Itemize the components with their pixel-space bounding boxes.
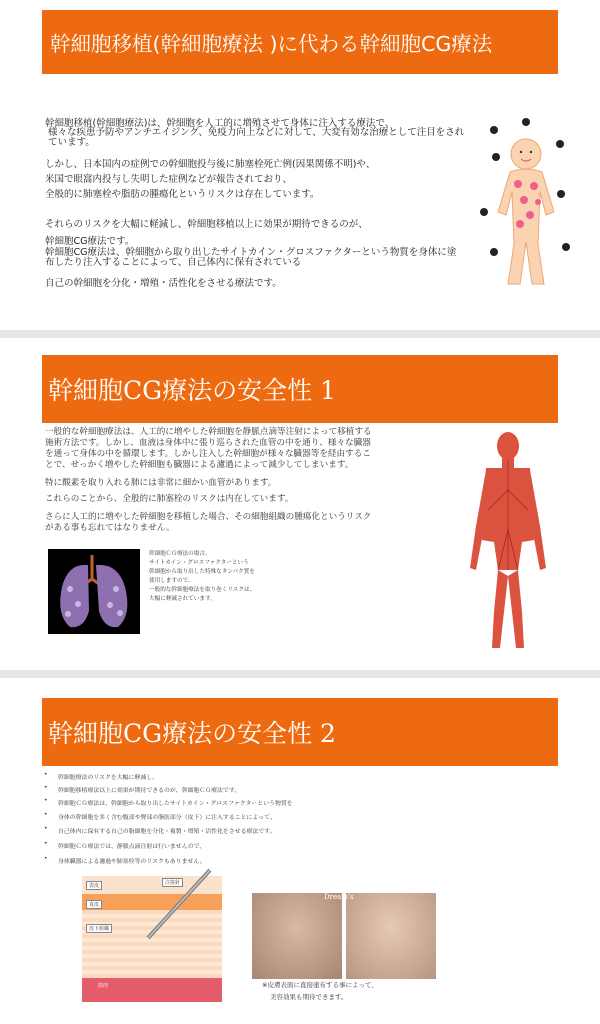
- slide-1-text: それらのリスクを大幅に軽減し、幹細胞移植以上に効果が期待できるのが、: [45, 219, 368, 230]
- needle-label: 注射針: [162, 878, 183, 887]
- circulatory-system-image: [458, 430, 558, 654]
- slide-2-text: さらに人工的に増やした幹細胞を移植した場合、その細胞組織の腫瘍化というリスク: [45, 512, 372, 522]
- slide-1-text: しかし、日本国内の症例での幹細胞投与後に肺塞栓死亡例(因果関係不明)や、: [45, 159, 376, 170]
- slide-2-note: 大幅に軽減されています。: [149, 596, 216, 602]
- photo-caption: 美容効果も期待できます。: [270, 993, 348, 1001]
- slide-2: [0, 338, 600, 670]
- slide-2-text: 施術方法です。しかし、血液は身体中に張り巡らされた血管の中を通り、様々な臓器: [45, 438, 371, 448]
- photo-caption: ※皮膚表面に直接塗布する事によって、: [262, 981, 378, 989]
- muscle-label: 筋肉: [98, 983, 109, 989]
- slide-1-text: 幹細胞移植(幹細胞療法)は、幹細胞を人工的に増殖させて身体に注入する療法で、: [45, 118, 395, 129]
- dermis-label: 真皮: [86, 900, 102, 909]
- slide-2-title: 幹細胞CG療法の安全性 1: [42, 355, 558, 423]
- slide-2-note: サイトカイン・グロスファクターという: [149, 560, 249, 566]
- slide-2-text: これらのことから、全般的に肺塞栓のリスクは内在しています。: [45, 494, 294, 504]
- slide-1-text: 幹細胞CG療法です。: [45, 236, 135, 247]
- epidermis-label: 表皮: [86, 881, 102, 890]
- before-photo: [252, 893, 342, 979]
- slide-2-note: 使用しますので、: [149, 578, 194, 584]
- slide-2-text: を通って身体の中を循環します。しかし注入した幹細胞が様々な臓器等を経由するこ: [45, 449, 371, 459]
- slide-2-text: 一般的な幹細胞療法は、人工的に増やした幹細胞を静脈点滴等注射によって移植する: [45, 427, 372, 437]
- slide-2-note: 幹細胞ＣＧ療法の場合、: [149, 551, 211, 557]
- after-photo: [346, 893, 436, 979]
- slide-1-text: 様々な疾患予防やアンチエイジング、免疫力向上などに対して、大変有効な治療として注目をされています。: [48, 127, 465, 148]
- slide-2-note: 一般的な幹細胞療法を取り巻くリスクは、: [149, 587, 256, 593]
- slide-1-title: 幹細胞移植(幹細胞療法 )に代わる幹細胞CG療法: [42, 10, 558, 74]
- skin-photos: [252, 893, 436, 979]
- slide-1-text: 米国で眼窩内投与し失明した症例などが報告されており、: [45, 174, 293, 185]
- slide-2-text: がある事も忘れてはなりません。: [45, 523, 175, 533]
- watermark: Dream's: [324, 893, 354, 901]
- body-cells-illustration: [466, 112, 586, 292]
- slide-1-text: 幹細胞CG療法は、幹細胞から取り出したサイトカイン・グロスファクターという物質を身体に塗布したり注入することによって、自己体内に保有されている: [45, 247, 457, 268]
- slide-2-text: とで、せっかく増やした幹細胞も臓器による濾過によって減少してしまいます。: [45, 460, 354, 470]
- slide-2-note: 幹細胞から取り出した特殊なタンパク質を: [149, 569, 255, 575]
- slide-3: 幹細胞CG療法の安全性 2 幹細胞療法のリスクを大幅に軽減し、 幹細胞移植療法以上に効果が期待できるのが、幹細胞ＣＧ療法です。 幹細胞ＣＧ療法は、幹細胞から取り出したサイトカイン・グロスファクターという物質を 身体の幹細胞を多く含む腹部や臀部の脂肪部分（皮下）に注入することによって、 自己体内に保有する自己の脂細胞を分化・複製・増殖・活性化をさせる療法です。 幹細胞ＣＧ療法では、静脈点滴注射は行いませんので、 身体臓器による濾過や肺塞栓等のリスクもありません。 表皮 注射針 真皮 皮下組織 筋肉 Dream's ※皮膚表面に直接塗布する事によって、 美容効果も期待できます。: [0, 678, 600, 1024]
- lungs-image: [48, 549, 140, 634]
- slide-3-title: 幹細胞CG療法の安全性 2: [42, 698, 558, 766]
- slide-1: [0, 0, 600, 330]
- slide-1-text: 自己の幹細胞を分化・増殖・活性化をさせる療法です。: [45, 278, 282, 289]
- slide-1-text: 全般的に肺塞栓や脂肪の腫瘍化というリスクは存在しています。: [45, 189, 320, 200]
- subcutaneous-label: 皮下組織: [86, 924, 112, 933]
- slide-2-text: 特に酸素を取り入れる肺には非常に細かい血管があります。: [45, 478, 277, 488]
